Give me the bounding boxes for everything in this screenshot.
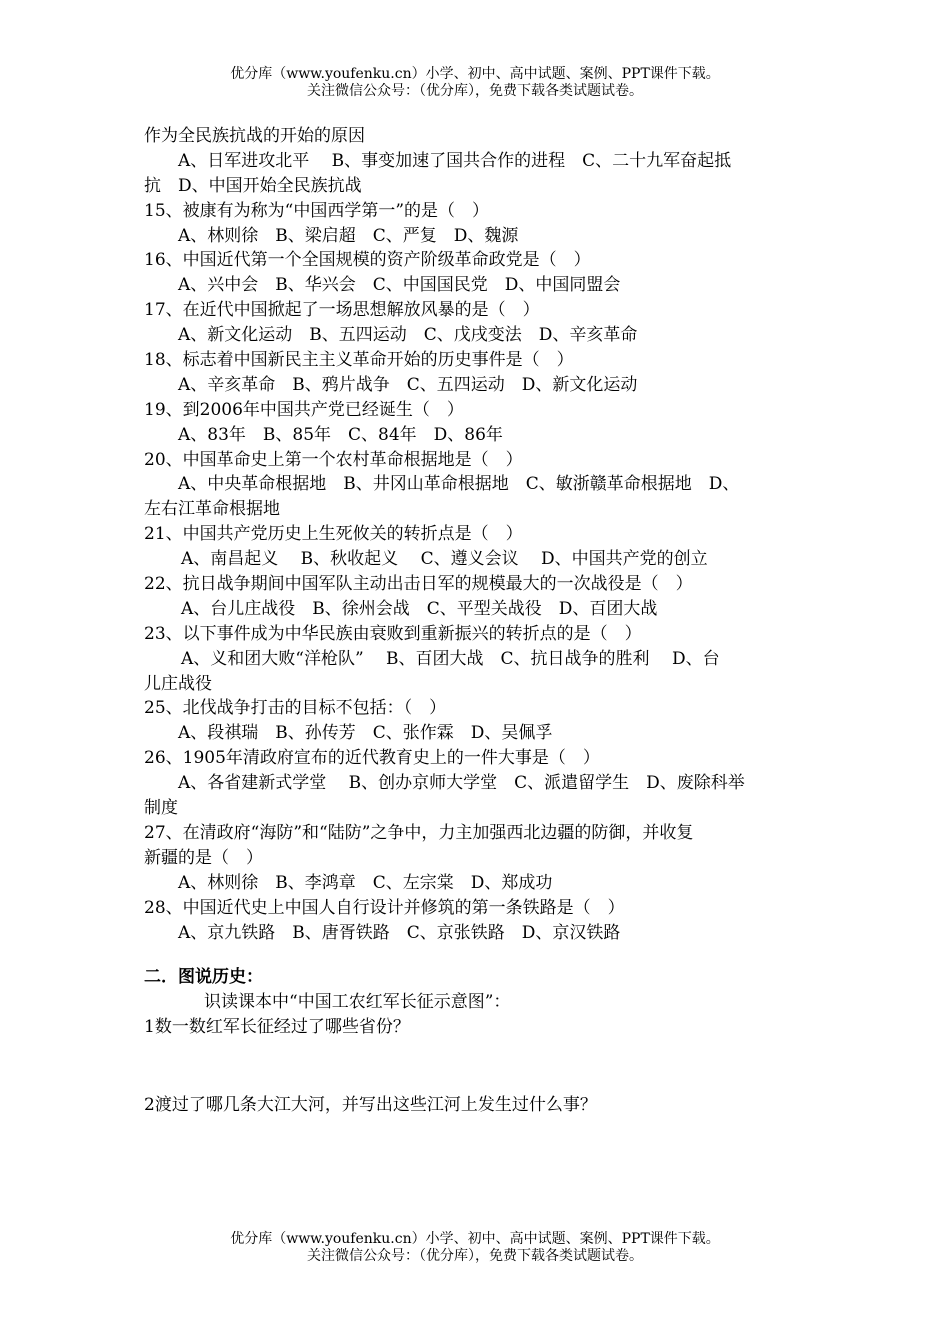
footer-line-1: 优分库（www.youfenku.cn）小学、初中、高中试题、案例、PPT课件下载。 (230, 1231, 720, 1247)
question-17: 17、在近代中国掀起了一场思想解放风暴的是（ ） (144, 300, 540, 321)
answer-options-20: A、中央革命根据地 B、井冈山革命根据地 C、敏浙赣革命根据地 D、 (178, 474, 740, 495)
answer-options-21: A、南昌起义 B、秋收起义 C、遵义会议 D、中国共产党的创立 (181, 549, 708, 570)
answer-options: A、日军进攻北平 B、事变加速了国共合作的进程 C、二十九军奋起抵 (178, 150, 732, 171)
answer-options-25: A、段祺瑞 B、孙传芳 C、张作霖 D、吴佩孚 (178, 723, 553, 744)
page-header (0, 66, 950, 100)
question-15: 15、被康有为称为“中国西学第一”的是（ ） (144, 200, 490, 221)
answer-options-23-wrap: 儿庄战役 (144, 673, 212, 694)
section-title: 二．图说历史： (144, 967, 263, 988)
answer-options-15: A、林则徐 B、梁启超 C、严复 D、魏源 (178, 225, 519, 246)
answer-options-18: A、辛亥革命 B、鸦片战争 C、五四运动 D、新文化运动 (178, 374, 638, 395)
question-21: 21、中国共产党历史上生死攸关的转折点是（ ） (144, 524, 523, 545)
section-intro: 识读课本中“中国工农红军长征示意图”： (204, 992, 511, 1013)
question-23: 23、以下事件成为中华民族由衰败到重新振兴的转折点的是（ ） (144, 623, 642, 644)
answer-options-22: A、台儿庄战役 B、徐州会战 C、平型关战役 D、百团大战 (181, 598, 658, 619)
question-18: 18、标志着中国新民主主义革命开始的历史事件是（ ） (144, 350, 574, 371)
answer-options-wrap: 抗 D、中国开始全民族抗战 (144, 175, 362, 196)
question-26: 26、1905年清政府宣布的近代教育史上的一件大事是（ ） (144, 748, 600, 769)
header-line-2: 关注微信公众号：（优分库），免费下载各类试题试卷。 (307, 83, 643, 99)
page-footer (0, 1231, 950, 1265)
answer-options-27: A、林则徐 B、李鸿章 C、左宗棠 D、郑成功 (178, 872, 553, 893)
question-continuation: 作为全民族抗战的开始的原因 (144, 126, 365, 146)
question-27-wrap: 新疆的是（ ） (144, 847, 263, 868)
footer-line-2: 关注微信公众号：（优分库），免费下载各类试题试卷。 (307, 1248, 643, 1264)
question-16: 16、中国近代第一个全国规模的资产阶级革命政党是（ ） (144, 250, 591, 271)
answer-options-16: A、兴中会 B、华兴会 C、中国国民党 D、中国同盟会 (178, 275, 621, 296)
map-question-2: 2渡过了哪几条大江大河，并写出这些江河上发生过什么事？ (144, 1095, 597, 1116)
question-28: 28、中国近代史上中国人自行设计并修筑的第一条铁路是（ ） (144, 897, 625, 918)
question-27: 27、在清政府“海防”和“陆防”之争中，力主加强西北边疆的防御，并收复 (144, 822, 694, 843)
answer-options-23: A、义和团大败“洋枪队” B、百团大战 C、抗日战争的胜利 D、台 (181, 648, 720, 669)
answer-options-28: A、京九铁路 B、唐胥铁路 C、京张铁路 D、京汉铁路 (178, 922, 621, 943)
question-22: 22、抗日战争期间中国军队主动出击日军的规模最大的一次战役是（ ） (144, 574, 693, 595)
answer-options-26-wrap: 制度 (144, 798, 178, 819)
answer-options-19: A、83年 B、85年 C、84年 D、86年 (178, 424, 503, 445)
question-25: 25、北伐战争打击的目标不包括：（ ） (144, 698, 447, 719)
answer-options-20-wrap: 左右江革命根据地 (144, 499, 280, 520)
map-question-1: 1数一数红军长征经过了哪些省份？ (144, 1017, 410, 1038)
answer-options-26: A、各省建新式学堂 B、创办京师大学堂 C、派遣留学生 D、废除科举 (178, 773, 745, 794)
document-body (144, 124, 809, 1118)
answer-options-17: A、新文化运动 B、五四运动 C、戊戌变法 D、辛亥革命 (178, 325, 638, 346)
header-line-1: 优分库（www.youfenku.cn）小学、初中、高中试题、案例、PPT课件下载。 (230, 66, 720, 82)
question-20: 20、中国革命史上第一个农村革命根据地是（ ） (144, 449, 523, 470)
question-19: 19、到2006年中国共产党已经诞生（ ） (144, 399, 464, 420)
